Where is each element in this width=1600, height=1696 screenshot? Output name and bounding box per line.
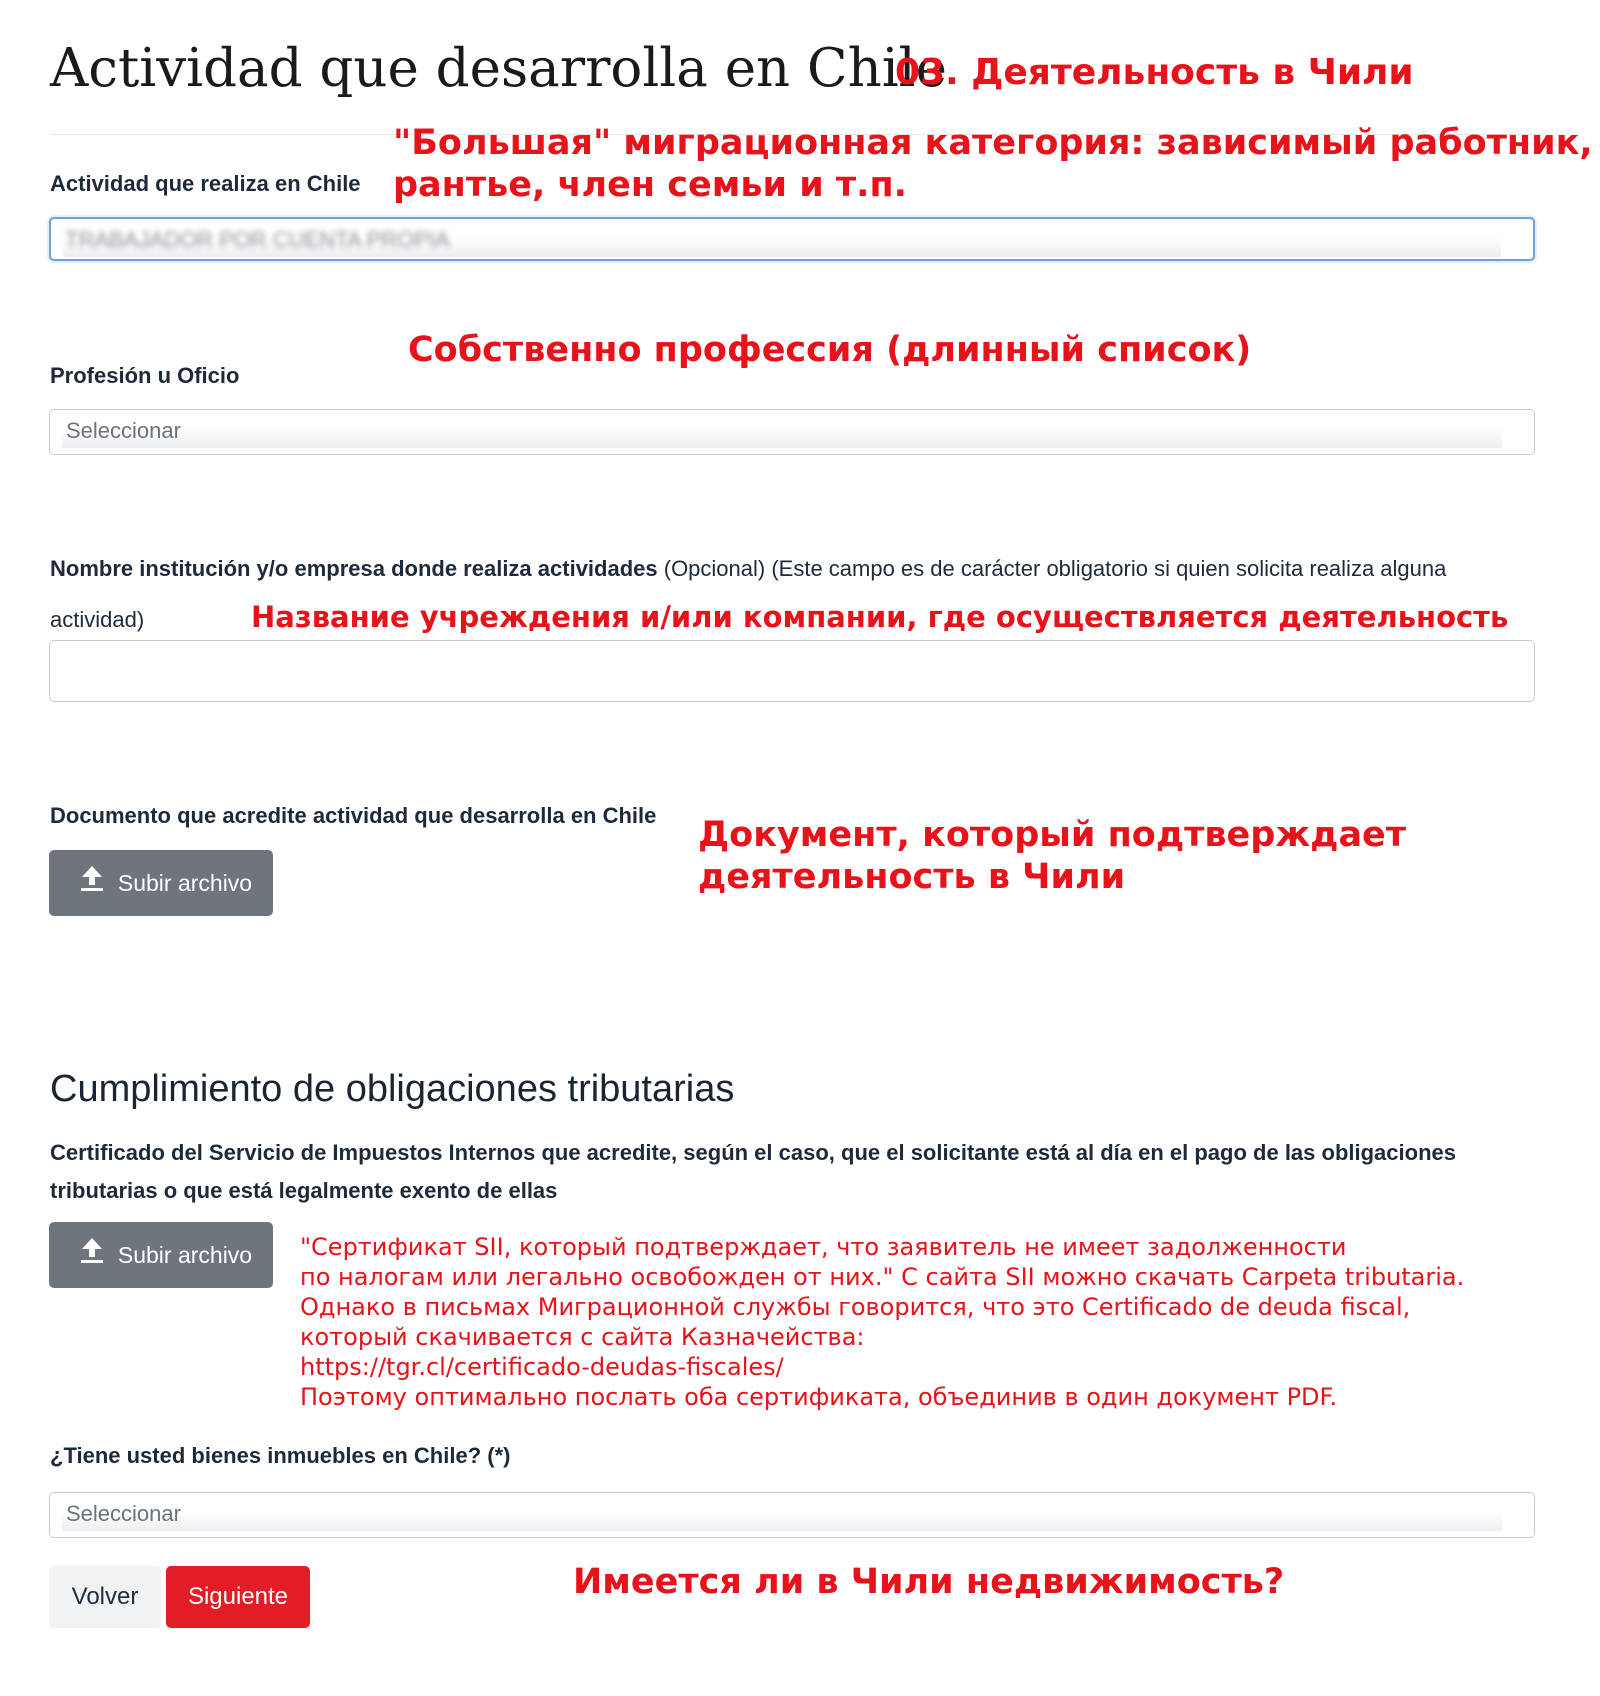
activity-label: Actividad que realiza en Chile [50, 171, 361, 196]
section-title-tax: Cumplimiento de obligaciones tributarias [50, 1068, 735, 1110]
annotation-document-line2: деятельность в Чили [698, 857, 1126, 897]
certificate-label-line1: Certificado del Servicio de Impuestos Internos que acredite, según el caso, que el solicitante está al día en el pago de las obligaciones [50, 1140, 1456, 1165]
activity-value: TRABAJADOR POR CUENTA PROPIA [65, 227, 450, 252]
profession-select[interactable] [49, 409, 1535, 455]
annotation-activity-category-line2: рантье, член семьи и т.п. [393, 165, 907, 205]
profession-label: Profesión u Oficio [50, 363, 240, 388]
annotation-sii-certificate [300, 1232, 1464, 1412]
institution-label-note: (Opcional) (Este campo es de carácter obligatorio si quien solicita realiza alguna [657, 556, 1447, 581]
upload-document-button[interactable] [49, 850, 273, 916]
activity-select[interactable] [49, 217, 1535, 261]
annotation-property: Имеется ли в Чили недвижимость? [573, 1562, 1285, 1602]
annotation-sii-line: по налогам или легально освобожден от них." С сайта SII можно скачать Carpeta tributaria. [300, 1263, 1465, 1291]
upload-certificate-button[interactable] [49, 1222, 273, 1288]
upload-icon [80, 866, 104, 892]
annotation-document-line1: Документ, который подтверждает [698, 815, 1407, 855]
section-title-activity: Actividad que desarrolla en Chile [50, 38, 947, 99]
certificate-label-line2: tributarias o que está legalmente exento de ellas [50, 1178, 558, 1203]
upload-icon [80, 1238, 104, 1264]
annotation-sii-line: https://tgr.cl/certificado-deudas-fiscales/ [300, 1353, 784, 1381]
institution-label [50, 556, 1446, 582]
property-label: ¿Tiene usted bienes inmuebles en Chile? (*) [50, 1443, 511, 1468]
annotation-sii-line: Поэтому оптимально послать оба сертификата, объединив в один документ PDF. [300, 1383, 1338, 1411]
upload-certificate-button-label: Subir archivo [117, 1241, 253, 1268]
institution-label-line2: actividad) [50, 607, 145, 632]
select-shade [62, 1511, 1502, 1531]
property-select[interactable] [49, 1492, 1535, 1538]
annotation-activity-category-line1: "Большая" миграционная категория: зависимый работник, [393, 123, 1593, 163]
profession-select-value: Seleccionar [66, 418, 181, 443]
back-button[interactable]: Volver [49, 1566, 161, 1628]
annotation-document [698, 814, 1406, 898]
institution-input[interactable] [49, 640, 1535, 702]
upload-document-button-label: Subir archivo [117, 869, 253, 896]
certificate-label [50, 1134, 1456, 1210]
select-shade [62, 428, 1502, 448]
annotation-sii-line: "Сертификат SII, который подтверждает, что заявитель не имеет задолженности [300, 1233, 1347, 1261]
annotation-sii-line: который скачивается с сайта Казначейства: [300, 1323, 865, 1351]
institution-label-main: Nombre institución y/o empresa donde realiza actividades [50, 556, 658, 581]
annotation-activity-category [393, 122, 1593, 206]
document-label: Documento que acredite actividad que desarrolla en Chile [50, 803, 657, 828]
property-select-value: Seleccionar [66, 1501, 181, 1526]
annotation-section-title: 03. Деятельность в Чили [895, 52, 1414, 93]
next-button[interactable]: Siguiente [166, 1566, 310, 1628]
annotation-sii-line: Однако в письмах Миграционной службы говорится, что это Certificado de deuda fiscal, [300, 1293, 1411, 1321]
annotation-profession: Собственно профессия (длинный список) [408, 330, 1252, 370]
annotation-institution: Название учреждения и/или компании, где осуществляется деятельность [251, 600, 1509, 634]
